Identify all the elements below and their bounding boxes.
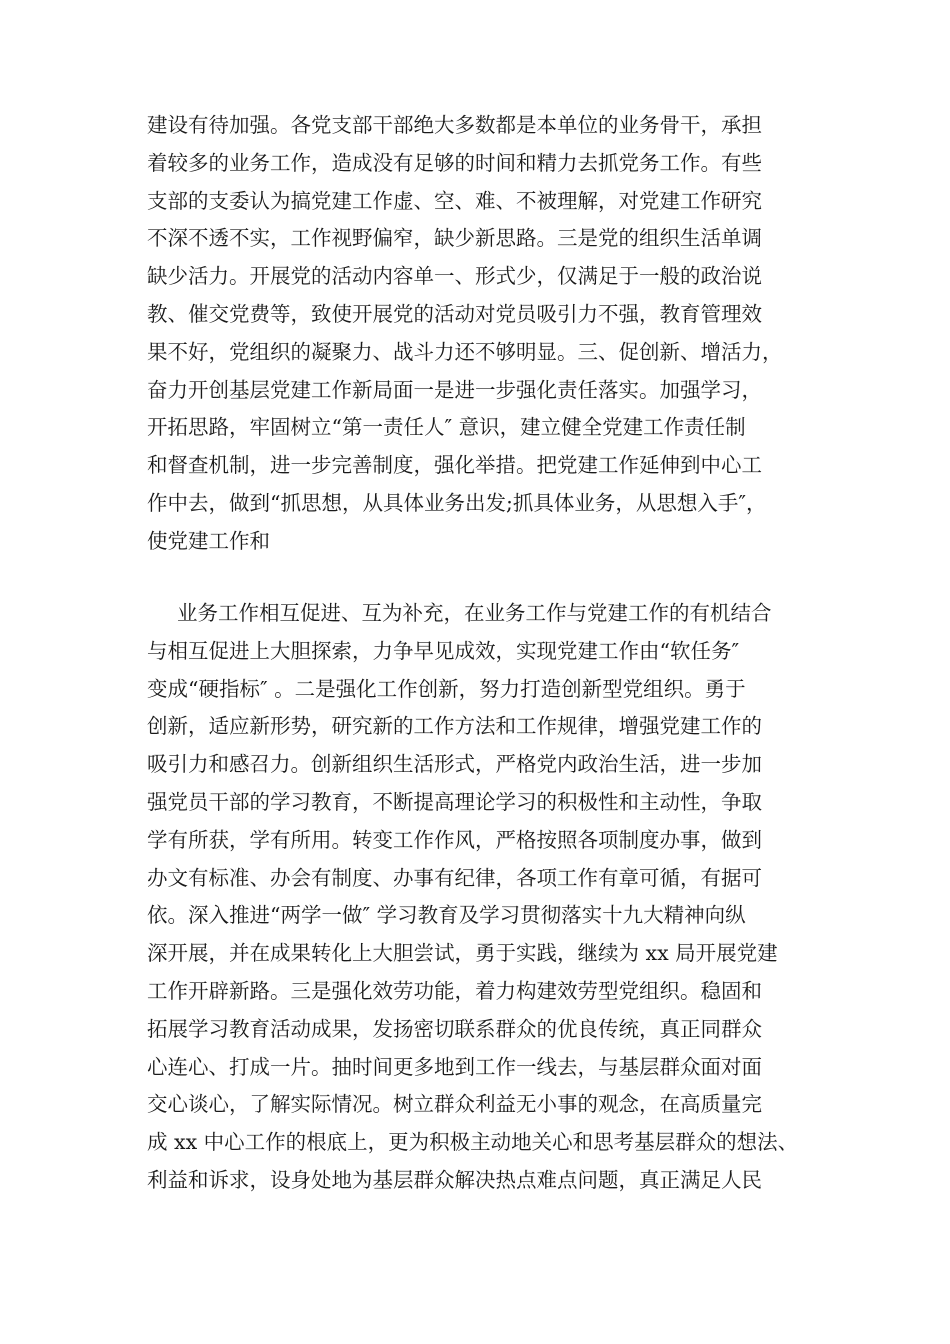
text-line: 建设有待加强。各党支部干部绝大多数都是本单位的业务骨干，承担 (147, 113, 762, 137)
text-line: 拓展学习教育活动成果，发扬密切联系群众的优良传统，真正同群众 (147, 1016, 762, 1041)
text-line: 作中去，做到“抓思想，从具体业务出发;抓具体业务，从思想入手″， (147, 490, 767, 515)
text-line: 吸引力和感召力。创新组织生活形式，严格党内政治生活，进一步加 (147, 752, 762, 777)
text-line: 开拓思路，牢固树立“第一责任人″ 意识，建立健全党建工作责任制 (147, 415, 746, 440)
text-line: 果不好，党组织的凝聚力、战斗力还不够明显。三、促创新、增活力， (147, 339, 783, 364)
text-line: 创新，适应新形势，研究新的工作方法和工作规律，增强党建工作的 (147, 714, 762, 739)
text-line: 缺少活力。开展党的活动内容单一、形式少，仅满足于一般的政治说 (147, 264, 762, 289)
text-line: 强党员干部的学习教育，不断提高理论学习的积极性和主动性，争取 (147, 789, 762, 814)
text-line: 教、催交党费等，致使开展党的活动对党员吸引力不强，教育管理效 (147, 301, 762, 326)
text-line: 变成“硬指标″ 。二是强化工作创新，努力打造创新型党组织。勇于 (147, 676, 746, 701)
text-line: 不深不透不实，工作视野偏窄，缺少新思路。三是党的组织生活单调 (147, 226, 762, 251)
text-line: 着较多的业务工作，造成没有足够的时间和精力去抓党务工作。有些 (147, 150, 762, 175)
paragraph-1 (147, 107, 827, 561)
text-line: 成 xx 中心工作的根底上，更为积极主动地关心和思考基层群众的想法、 (147, 1130, 799, 1155)
text-line: 交心谈心，了解实际情况。树立群众利益无小事的观念，在高质量完 (147, 1092, 762, 1117)
text-line: 支部的支委认为搞党建工作虚、空、难、不被理解，对党建工作研究 (147, 188, 762, 213)
text-line: 深开展，并在成果转化上大胆尝试，勇于实践，继续为 xx 局开展党建 (147, 941, 778, 966)
text-line: 和督查机制，进一步完善制度，强化举措。把党建工作延伸到中心工 (147, 453, 762, 478)
text-line: 与相互促进上大胆探索，力争早见成效，实现党建工作由“软任务″ (147, 638, 740, 663)
text-line: 心连心、打成一片。抽时间更多地到工作一线去，与基层群众面对面 (147, 1054, 762, 1079)
text-line: 办文有标准、办会有制度、办事有纪律，各项工作有章可循，有据可 (147, 865, 762, 890)
text-line: 使党建工作和 (147, 528, 270, 553)
text-line: 工作开辟新路。三是强化效劳功能，着力构建效劳型党组织。稳固和 (147, 978, 762, 1003)
text-line: 依。深入推进“两学一做″ 学习教育及学习贯彻落实十九大精神向纵 (147, 903, 746, 928)
text-line: 奋力开创基层党建工作新局面一是进一步强化责任落实。加强学习， (147, 377, 762, 402)
text-line: 学有所获，学有所用。转变工作作风，严格按照各项制度办事，做到 (147, 827, 762, 852)
text-line: 利益和诉求，设身处地为基层群众解决热点难点问题，真正满足人民 (147, 1167, 762, 1192)
paragraph-2 (147, 595, 827, 1200)
text-line: 业务工作相互促进、互为补充，在业务工作与党建工作的有机结合 (177, 601, 772, 625)
